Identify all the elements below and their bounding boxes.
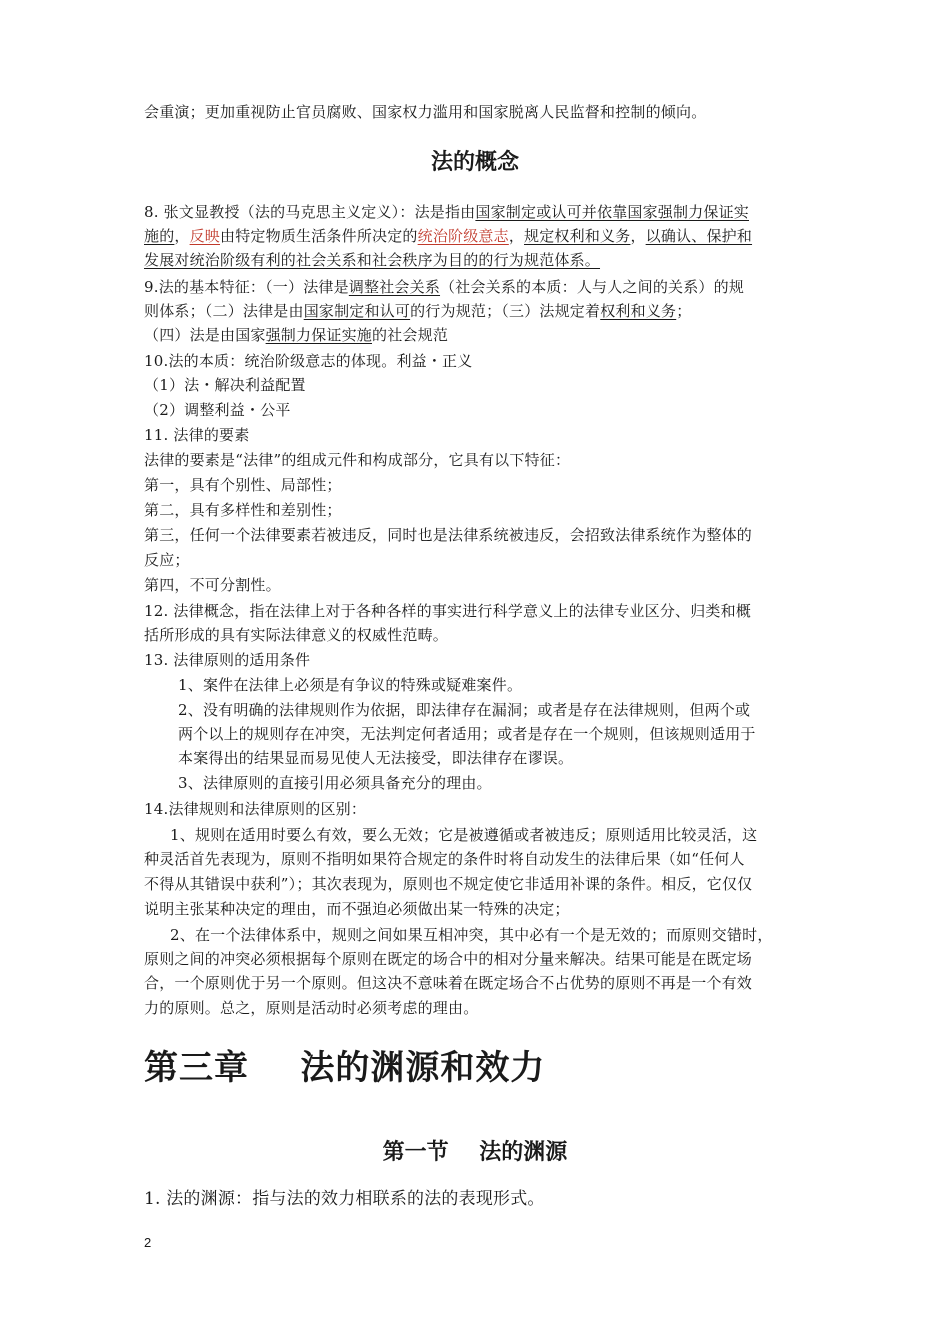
para-9-line-3: （四）法是由国家强制力保证实施的社会规范 <box>144 326 449 344</box>
para-13-condition-2-line-2: 两个以上的规则存在冲突，无法判定何者适用；或者是存在一个规则，但该规则适用于 <box>178 725 756 743</box>
highlight-reflect: 反映 <box>189 227 221 245</box>
para-14-diff-2-line-2: 原则之间的冲突必须根据每个原则在既定的场合中的相对分量来解决。结果可能是在既定场 <box>144 950 753 968</box>
para-10-title: 10.法的本质：统治阶级意志的体现。利益・正义 <box>144 352 473 370</box>
para-11-feature-3-line-2: 反应； <box>144 551 190 569</box>
para-8-line-3: 发展对统治阶级有利的社会关系和社会秩序为目的的行为规范体系。 <box>144 251 601 269</box>
para-11-feature-4: 第四，不可分割性。 <box>144 576 281 594</box>
para-11-title: 11. 法律的要素 <box>144 426 250 444</box>
section-title: 第一节 法的渊源 <box>382 1140 568 1165</box>
para-14-diff-1-line-1: 1、规则在适用时要么有效，要么无效；它是被遵循或者被违反；原则适用比较灵活，这 <box>170 826 758 844</box>
continued-line: 会重演；更加重视防止官员腐败、国家权力滥用和国家脱离人民监督和控制的倾向。 <box>144 103 707 121</box>
para-14-diff-2-line-4: 力的原则。总之，原则是活动时必须考虑的理由。 <box>144 999 479 1017</box>
para-10-item-1: （1）法・解决利益配置 <box>144 376 306 394</box>
para-14-diff-2-line-3: 合，一个原则优于另一个原则。但这决不意味着在既定场合不占优势的原则不再是一个有效 <box>144 974 753 992</box>
para-14-diff-2-line-1: 2、在一个法律体系中，规则之间如果互相冲突，其中必有一个是无效的；而原则交错时， <box>170 926 773 944</box>
para-12-line-1: 12. 法律概念，指在法律上对于各种各样的事实进行科学意义上的法律专业区分、归类和概 <box>144 602 752 620</box>
para-13-condition-3: 3、法律原则的直接引用必须具备充分的理由。 <box>178 774 492 792</box>
para-14-diff-1-line-2: 种灵活首先表现为，原则不指明如果符合规定的条件时将自动发生的法律后果（如“任何人 <box>144 850 745 868</box>
para-14-title: 14.法律规则和法律原则的区别： <box>144 800 367 818</box>
para-13-condition-2-line-3: 本案得出的结果显而易见使人无法接受，即法律存在谬误。 <box>178 749 574 767</box>
para-11-feature-3-line-1: 第三，任何一个法律要素若被违反，同时也是法律系统被违反，会招致法律系统作为整体的 <box>144 526 753 544</box>
chapter-title: 第三章 法的渊源和效力 <box>144 1048 546 1088</box>
para-11-feature-1: 第一，具有个别性、局部性； <box>144 476 342 494</box>
section-heading-concept: 法的概念 <box>430 150 519 175</box>
page-number: 2 <box>144 1235 152 1250</box>
para-13-title: 13. 法律原则的适用条件 <box>144 651 311 669</box>
highlight-ruling-class-will: 统治阶级意志 <box>417 227 509 245</box>
para-11-feature-2: 第二，具有多样性和差别性； <box>144 501 342 519</box>
para-source-definition: 1. 法的渊源：指与法的效力相联系的法的表现形式。 <box>144 1189 545 1209</box>
para-8-line-1: 8. 张文显教授（法的马克思主义定义）：法是指由国家制定或认可并依靠国家强制力保证实 <box>144 203 749 221</box>
para-13-condition-1: 1、案件在法律上必须是有争议的特殊或疑难案件。 <box>178 676 523 694</box>
para-14-diff-1-line-3: 不得从其错误中获利”）；其次表现为，原则也不规定使它非适用补课的条件。相反，它仅仅 <box>144 875 753 893</box>
para-8-line-2: 施的，反映由特定物质生活条件所决定的统治阶级意志，规定权利和义务，以确认、保护和 <box>144 227 753 245</box>
para-11-intro: 法律的要素是“法律”的组成元件和构成部分，它具有以下特征： <box>144 451 571 469</box>
para-9-line-1: 9.法的基本特征：（一）法律是调整社会关系（社会关系的本质：人与人之间的关系）的规 <box>144 278 745 296</box>
para-14-diff-1-line-4: 说明主张某种决定的理由，而不强迫必须做出某一特殊的决定； <box>144 900 570 918</box>
para-9-line-2: 则体系；（二）法律是由国家制定和认可的行为规范；（三）法规定着权利和义务； <box>144 302 692 320</box>
para-13-condition-2-line-1: 2、没有明确的法律规则作为依据，即法律存在漏洞；或者是存在法律规则，但两个或 <box>178 701 751 719</box>
para-12-line-2: 括所形成的具有实际法律意义的权威性范畴。 <box>144 626 449 644</box>
para-10-item-2: （2）调整利益・公平 <box>144 401 291 419</box>
